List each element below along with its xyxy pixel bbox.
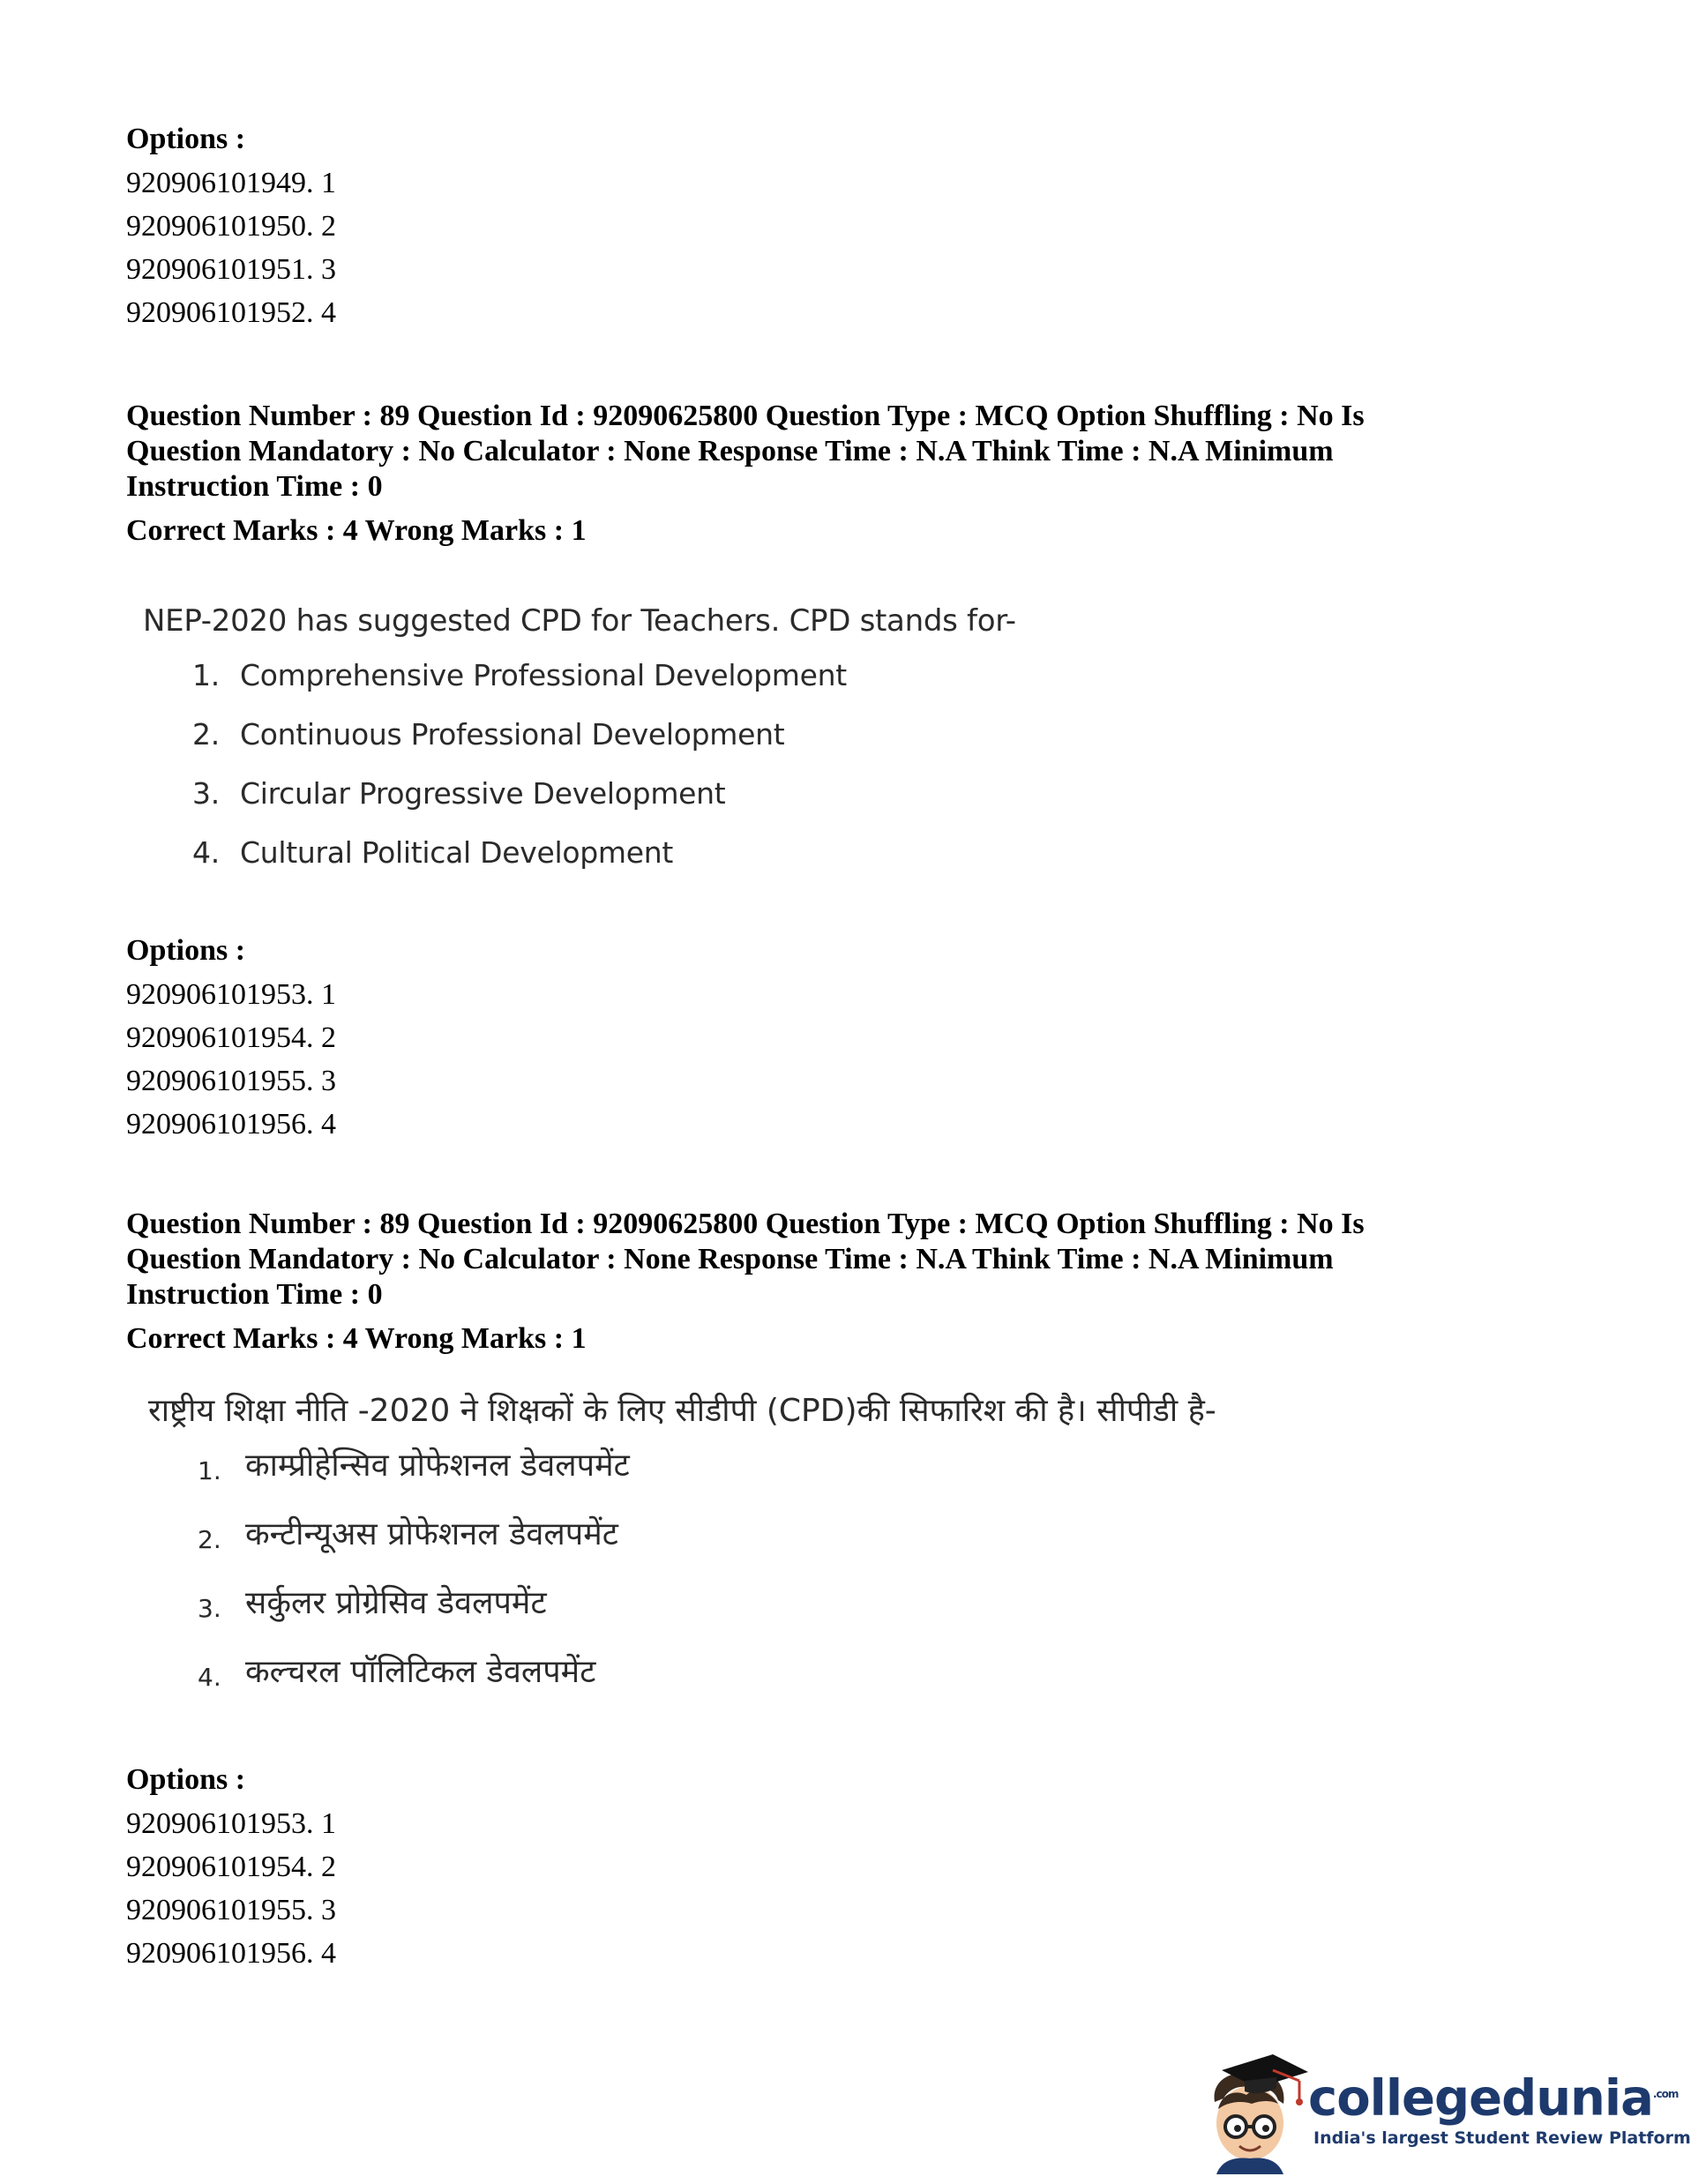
question-choice [192,717,1290,776]
question-meta-line: Question Mandatory : No Calculator : None Response Time : N.A Think Time : N.A Minimum [126,435,1334,467]
options-heading: Options : [126,934,246,967]
question-meta-line: Question Mandatory : No Calculator : None Response Time : N.A Think Time : N.A Minimum [126,1243,1334,1275]
question-choice-list [148,1448,1383,1724]
question-hi-header [126,1207,1502,1357]
choice-number: 3. [198,1594,221,1623]
choice-number: 2. [198,1525,221,1554]
choice-text: Continuous Professional Development [240,717,785,752]
options-heading: Options : [126,1763,246,1796]
question-choice [198,1586,1383,1655]
question-marks: Correct Marks : 4 Wrong Marks : 1 [126,1322,587,1355]
question-hi-image [148,1394,1383,1724]
option-id-line: 920906101952. 4 [126,296,336,329]
choice-number: 3. [192,776,220,811]
option-id-line: 920906101949. 1 [126,167,336,199]
option-id-line: 920906101956. 4 [126,1108,336,1141]
logo-tagline: India's largest Student Review Platform [1313,2128,1691,2148]
mascot-icon [1195,2051,1310,2174]
choice-number: 2. [192,717,220,752]
choice-number: 1. [192,658,220,692]
question-choice [192,835,1290,894]
question-stem: NEP-2020 has suggested CPD for Teachers. CPD stands for- [143,603,1016,639]
question-choice [192,776,1290,835]
question-en-options [126,933,1502,1150]
options-heading: Options : [126,123,246,155]
choice-text: कन्टीन्यूअस प्रोफेशनल डेवलपमेंट [245,1516,618,1552]
option-id-line: 920906101955. 3 [126,1894,336,1926]
choice-text: Cultural Political Development [240,835,673,870]
option-id-line: 920906101956. 4 [126,1937,336,1970]
choice-text: सर्कुलर प्रोग्रेसिव डेवलपमेंट [245,1585,547,1621]
option-id-line: 920906101954. 2 [126,1021,336,1054]
question-meta-line: Instruction Time : 0 [126,1278,383,1311]
question-marks: Correct Marks : 4 Wrong Marks : 1 [126,514,587,547]
question-meta-line: Question Number : 89 Question Id : 92090625800 Question Type : MCQ Option Shuffling : No Is [126,1208,1365,1240]
collegedunia-logo[interactable] [1195,2051,1691,2174]
option-id-line: 920906101950. 2 [126,210,336,243]
question-meta-line: Question Number : 89 Question Id : 92090625800 Question Type : MCQ Option Shuffling : No Is [126,400,1365,432]
choice-text: Comprehensive Professional Development [240,658,847,692]
logo-wordmark: collegedunia$^{.com}$ [1308,2069,1679,2128]
option-id-line: 920906101951. 3 [126,253,336,286]
question-choice-list [143,658,1290,894]
choice-number: 4. [198,1663,221,1692]
question-meta-line: Instruction Time : 0 [126,470,383,503]
top-options-block [126,122,1502,339]
question-hi-options [126,1762,1502,1979]
question-choice [192,658,1290,717]
question-stem: राष्ट्रीय शिक्षा नीति -2020 ने शिक्षकों के लिए सीडीपी (CPD)की सिफारिश की है। सीपीडी है- [148,1393,1216,1429]
question-en-image [143,603,1290,894]
choice-text: कल्चरल पॉलिटिकल डेवलपमेंट [245,1654,596,1690]
question-en-header [126,399,1502,549]
choice-text: Circular Progressive Development [240,776,726,811]
option-id-line: 920906101955. 3 [126,1065,336,1097]
choice-number: 4. [192,835,220,870]
question-choice [198,1448,1383,1517]
question-choice [198,1517,1383,1586]
choice-text: काम्प्रीहेन्सिव प्रोफेशनल डेवलपमेंट [245,1447,630,1484]
option-id-line: 920906101953. 1 [126,1807,336,1840]
option-id-line: 920906101954. 2 [126,1851,336,1883]
choice-number: 1. [198,1456,221,1485]
option-id-line: 920906101953. 1 [126,978,336,1011]
question-choice [198,1655,1383,1724]
